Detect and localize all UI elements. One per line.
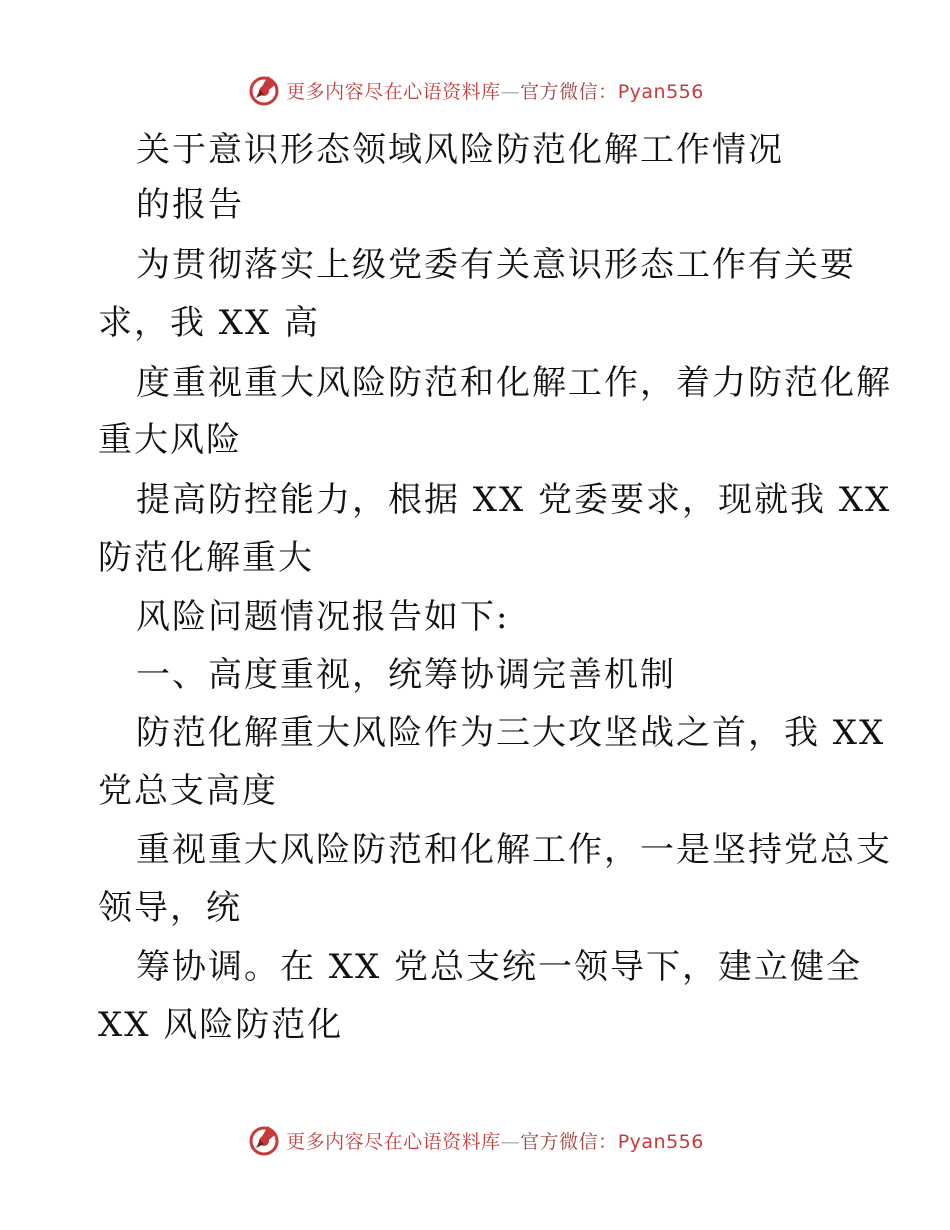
footer-separator: — <box>500 1130 521 1153</box>
paragraph-line: 领导，统 <box>98 888 242 928</box>
header-wechat-id: Pyan556 <box>617 80 704 103</box>
header-separator: — <box>500 80 521 103</box>
paragraph-line: 求，我 XX 高 <box>98 303 321 343</box>
footer-brand: 更多内容尽在心语资料库 <box>286 1130 501 1153</box>
paragraph-line: 重视重大风险防范和化解工作，一是坚持党总支 <box>136 830 892 870</box>
footer-banner <box>0 1120 950 1160</box>
footer-banner-text <box>286 1127 704 1154</box>
header-banner <box>0 70 950 110</box>
brand-logo-icon <box>246 1122 282 1158</box>
brand-logo-icon <box>246 72 282 108</box>
paragraph-line: 提高防控能力，根据 XX 党委要求，现就我 XX <box>136 480 892 520</box>
footer-wechat-id: Pyan556 <box>617 1130 704 1153</box>
paragraph-line: 风险问题情况报告如下: <box>136 597 510 637</box>
header-banner-text <box>286 77 704 104</box>
paragraph-line: XX 风险防范化 <box>98 1005 344 1045</box>
header-wechat-label: 官方微信： <box>520 80 618 103</box>
header-brand: 更多内容尽在心语资料库 <box>286 80 501 103</box>
paragraph-line: 筹协调。在 XX 党总支统一领导下，建立健全 <box>136 947 863 987</box>
document-title-cont: 的报告 <box>136 185 244 225</box>
paragraph-line: 重大风险 <box>98 420 242 460</box>
document-title: 关于意识形态领域风险防范化解工作情况 <box>136 130 784 170</box>
paragraph-line: 防范化解重大 <box>98 538 314 578</box>
section-heading: 一、高度重视，统筹协调完善机制 <box>136 655 676 695</box>
paragraph-line: 防范化解重大风险作为三大攻坚战之首，我 XX <box>136 713 886 753</box>
paragraph-line: 度重视重大风险防范和化解工作，着力防范化解 <box>136 363 892 403</box>
footer-wechat-label: 官方微信： <box>520 1130 618 1153</box>
paragraph-line: 党总支高度 <box>98 771 278 811</box>
paragraph-line: 为贯彻落实上级党委有关意识形态工作有关要 <box>136 245 856 285</box>
